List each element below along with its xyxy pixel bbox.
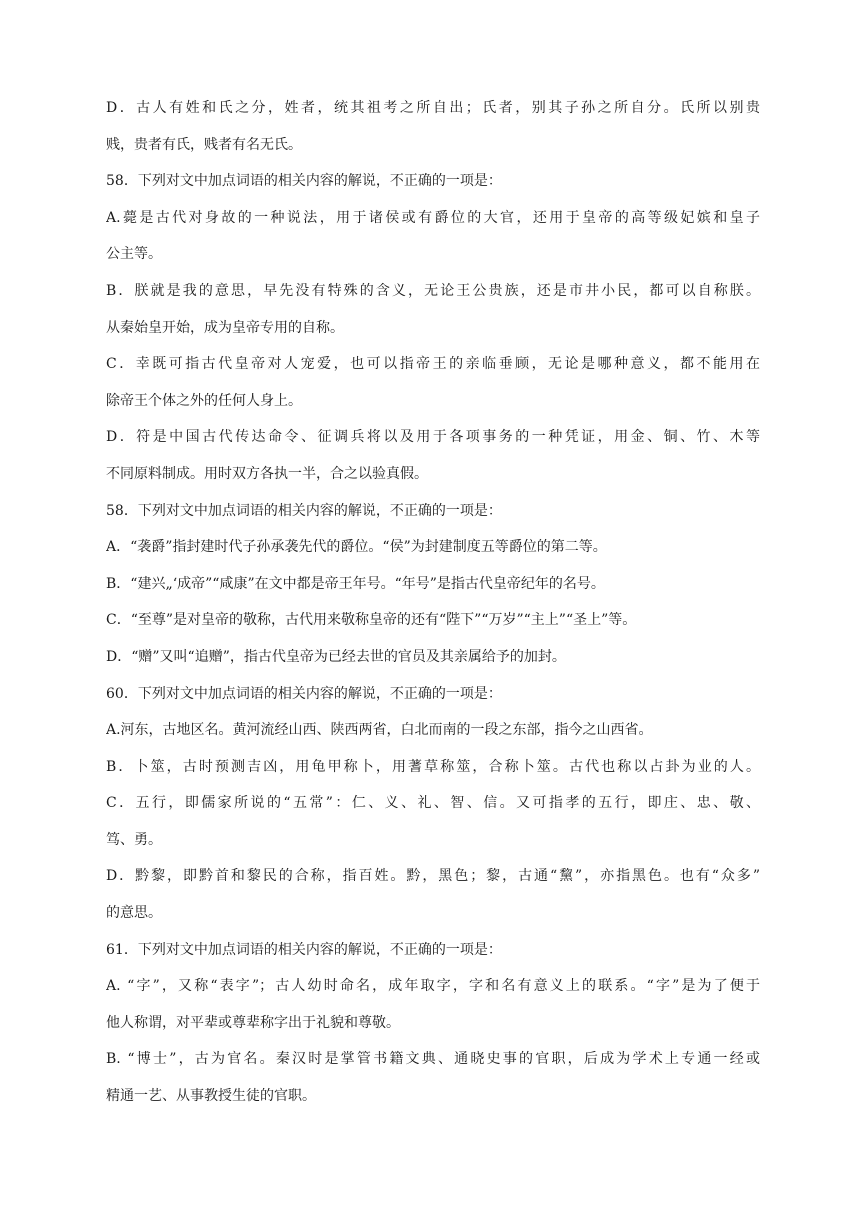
text-line: C．幸既可指古代皇帝对人宠爱，也可以指帝王的亲临垂顾，无论是哪种意义，都不能用在 (106, 356, 760, 373)
text-line: 贱，贵者有氏，贱者有名无氏。 (106, 136, 302, 153)
text-line: A. “字”，又称“表字”；古人幼时命名，成年取字，字和名有意义上的联系。“字”是为了便于 (106, 978, 760, 995)
text-line: B．卜筮，古时预测吉凶，用龟甲称卜，用蓍草称筮，合称卜筮。古代也称以占卦为业的人。 (106, 758, 760, 775)
text-line: B．朕就是我的意思，早先没有特殊的含义，无论王公贵族，还是市井小民，都可以自称朕。 (106, 282, 760, 299)
text-line: 不同原料制成。用时双方各执一半，合之以验真假。 (106, 465, 428, 482)
text-line: 公主等。 (106, 246, 162, 263)
text-line: 他人称谓，对平辈或尊辈称字出于礼貌和尊敬。 (106, 1014, 400, 1031)
text-line: B．“建兴„‘成帝”“咸康”在文中都是帝王年号。“年号”是指古代皇帝纪年的名号。 (106, 575, 605, 592)
text-line: 61．下列对文中加点词语的相关内容的解说，不正确的一项是： (106, 941, 502, 958)
document-body (106, 90, 760, 1115)
text-line: 60．下列对文中加点词语的相关内容的解说，不正确的一项是： (106, 685, 502, 702)
text-line: C．“至尊”是对皇帝的敬称，古代用来敬称皇帝的还有“陛下”“万岁”“主上”“圣上”等。 (106, 612, 637, 629)
text-line: 从秦始皇开始，成为皇帝专用的自称。 (106, 319, 344, 336)
text-line: C．五行，即儒家所说的“五常”：仁、义、礼、智、信。又可指孝的五行，即庄、忠、敬、 (106, 795, 760, 812)
text-line: 除帝王个体之外的任何人身上。 (106, 392, 302, 409)
text-line: 58．下列对文中加点词语的相关内容的解说，不正确的一项是： (106, 173, 502, 190)
text-line: D．古人有姓和氏之分，姓者，统其祖考之所自出；氏者，别其子孙之所自分。氏所以别贵 (106, 100, 760, 116)
text-line: D．“赠”又叫“追赠”，指古代皇帝为已经去世的官员及其亲属给予的加封。 (106, 648, 566, 665)
text-line: A.河东，古地区名。黄河流经山西、陕西两省，白北而南的一段之东部，指今之山西省。 (106, 722, 653, 739)
text-line: 58．下列对文中加点词语的相关内容的解说，不正确的一项是： (106, 502, 502, 519)
text-line: A．“袭爵”指封建时代子孙承袭先代的爵位。“侯”为封建制度五等爵位的第二等。 (106, 539, 607, 556)
text-line: 的意思。 (106, 905, 162, 922)
text-line: B. “博士”，古为官名。秦汉时是掌管书籍文典、通晓史事的官职，后成为学术上专通一经或 (106, 1051, 760, 1068)
text-line: 精通一艺、从事教授生徒的官职。 (106, 1088, 316, 1105)
text-line: D．符是中国古代传达命令、征调兵将以及用于各项事务的一种凭证，用金、铜、竹、木等 (106, 429, 760, 446)
text-line: A.薨是古代对身故的一种说法，用于诸侯或有爵位的大官，还用于皇帝的高等级妃嫔和皇子 (106, 209, 760, 226)
text-line: D．黔黎，即黔首和黎民的合称，指百姓。黔，黑色；黎，古通“黧”，亦指黑色。也有“众多” (106, 868, 760, 885)
text-line: 笃、勇。 (106, 831, 162, 848)
